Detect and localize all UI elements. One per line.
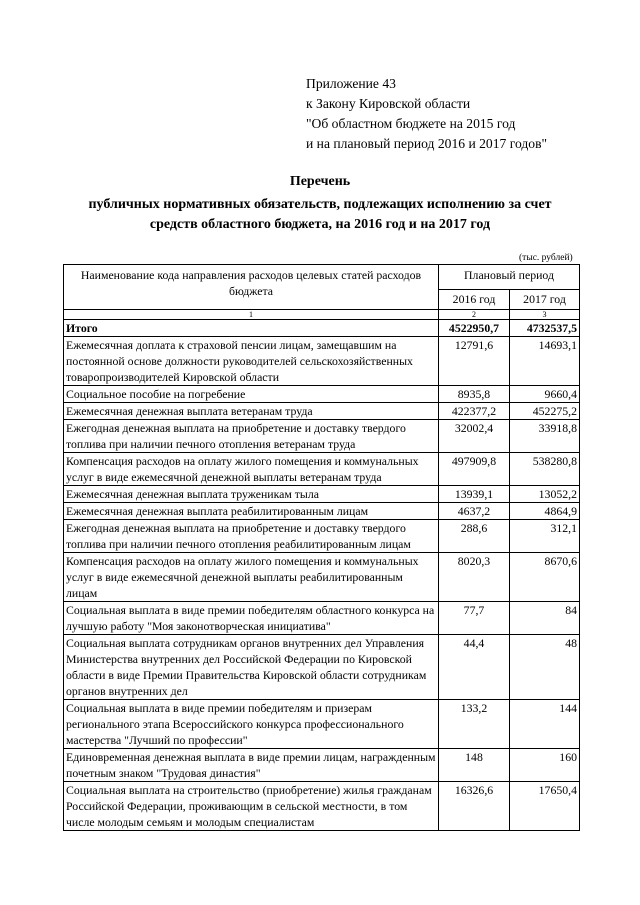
table-row	[64, 420, 580, 453]
row-name: Компенсация расходов на оплату жилого помещения и коммунальных услуг в виде ежемесячной денежной выплаты ветеранам труда	[64, 453, 439, 486]
appendix-reference	[306, 74, 626, 154]
row-value-2016: 32002,4	[439, 420, 510, 453]
row-value-2017: 48	[510, 635, 580, 700]
document-subtitle	[0, 195, 640, 235]
table-row	[64, 486, 580, 503]
table-row	[64, 749, 580, 782]
table-row	[64, 503, 580, 520]
row-value-2016: 8935,8	[439, 386, 510, 403]
row-value-2016: 12791,6	[439, 337, 510, 386]
row-value-2016: 77,7	[439, 602, 510, 635]
table-row	[64, 337, 580, 386]
obligations-table	[63, 264, 580, 831]
table-row	[64, 635, 580, 700]
row-value-2016: 497909,8	[439, 453, 510, 486]
appendix-line: "Об областном бюджете на 2015 год	[306, 116, 516, 131]
table-row	[64, 602, 580, 635]
row-name: Социальная выплата в виде премии победителям и призерам регионального этапа Всероссийского конкурса профессионального мастерства "Лучший по профессии"	[64, 700, 439, 749]
header-name: Наименование кода направления расходов целевых статей расходов бюджета	[64, 265, 439, 310]
subtitle-line: публичных нормативных обязательств, подлежащих исполнению за счет	[88, 197, 552, 212]
row-name: Ежемесячная денежная выплата ветеранам труда	[64, 403, 439, 420]
row-name: Социальная выплата сотрудникам органов внутренних дел Управления Министерства внутренних дел Российской Федерации по Кировской области в виде Премии Правительства Кировской области сотрудникам органов внутренних дел	[64, 635, 439, 700]
row-name: Компенсация расходов на оплату жилого помещения и коммунальных услуг в виде ежемесячной денежной выплаты реабилитированным лицам	[64, 553, 439, 602]
row-name: Ежемесячная доплата к страховой пенсии лицам, замещавшим на постоянной основе должности руководителей сельскохозяйственных товаропроизводителей Кировской области	[64, 337, 439, 386]
row-value-2016: 4637,2	[439, 503, 510, 520]
table-row	[64, 700, 580, 749]
table-row	[64, 782, 580, 831]
row-value-2016: 44,4	[439, 635, 510, 700]
row-value-2017: 4732537,5	[510, 320, 580, 337]
header-2016: 2016 год	[439, 290, 510, 310]
row-value-2017: 8670,6	[510, 553, 580, 602]
row-name: Социальное пособие на погребение	[64, 386, 439, 403]
appendix-line: Приложение 43	[306, 76, 396, 91]
header-2017: 2017 год	[510, 290, 580, 310]
row-value-2016: 148	[439, 749, 510, 782]
row-value-2016: 422377,2	[439, 403, 510, 420]
row-value-2017: 538280,8	[510, 453, 580, 486]
column-number: 3	[510, 310, 580, 320]
row-value-2017: 9660,4	[510, 386, 580, 403]
row-value-2016: 288,6	[439, 520, 510, 553]
row-value-2016: 133,2	[439, 700, 510, 749]
units-label: (тыс. рублей)	[519, 253, 573, 263]
row-name: Ежегодная денежная выплата на приобретение и доставку твердого топлива при наличии печного отопления реабилитированным лицам	[64, 520, 439, 553]
row-name: Единовременная денежная выплата в виде премии лицам, награжденным почетным знаком "Трудовая династия"	[64, 749, 439, 782]
table-row	[64, 553, 580, 602]
row-value-2017: 160	[510, 749, 580, 782]
row-value-2017: 452275,2	[510, 403, 580, 420]
header-period: Плановый период	[439, 265, 580, 290]
row-name: Ежегодная денежная выплата на приобретение и доставку твердого топлива при наличии печного отопления ветеранам труда	[64, 420, 439, 453]
column-number: 2	[439, 310, 510, 320]
row-value-2017: 13052,2	[510, 486, 580, 503]
row-value-2017: 4864,9	[510, 503, 580, 520]
row-name: Ежемесячная денежная выплата труженикам тыла	[64, 486, 439, 503]
row-name: Социальная выплата на строительство (приобретение) жилья гражданам Российской Федерации, проживающим в сельской местности, в том числе молодым семьям и молодым специалистам	[64, 782, 439, 831]
row-value-2017: 14693,1	[510, 337, 580, 386]
document-title: Перечень	[289, 174, 351, 189]
row-value-2016: 8020,3	[439, 553, 510, 602]
table-row	[64, 386, 580, 403]
appendix-line: к Закону Кировской области	[306, 96, 471, 111]
row-value-2016: 13939,1	[439, 486, 510, 503]
appendix-line: и на плановый период 2016 и 2017 годов"	[306, 136, 548, 151]
table-row	[64, 320, 580, 337]
row-value-2017: 144	[510, 700, 580, 749]
row-name: Итого	[64, 320, 439, 337]
row-value-2017: 312,1	[510, 520, 580, 553]
column-number: 1	[64, 310, 439, 320]
row-name: Социальная выплата в виде премии победителям областного конкурса на лучшую работу "Моя законотворческая инициатива"	[64, 602, 439, 635]
table-row	[64, 403, 580, 420]
row-value-2017: 33918,8	[510, 420, 580, 453]
row-value-2017: 17650,4	[510, 782, 580, 831]
row-value-2016: 4522950,7	[439, 320, 510, 337]
row-value-2017: 84	[510, 602, 580, 635]
row-name: Ежемесячная денежная выплата реабилитированным лицам	[64, 503, 439, 520]
row-value-2016: 16326,6	[439, 782, 510, 831]
table-row	[64, 453, 580, 486]
subtitle-line: средств областного бюджета, на 2016 год и на 2017 год	[149, 217, 491, 232]
table-row	[64, 520, 580, 553]
